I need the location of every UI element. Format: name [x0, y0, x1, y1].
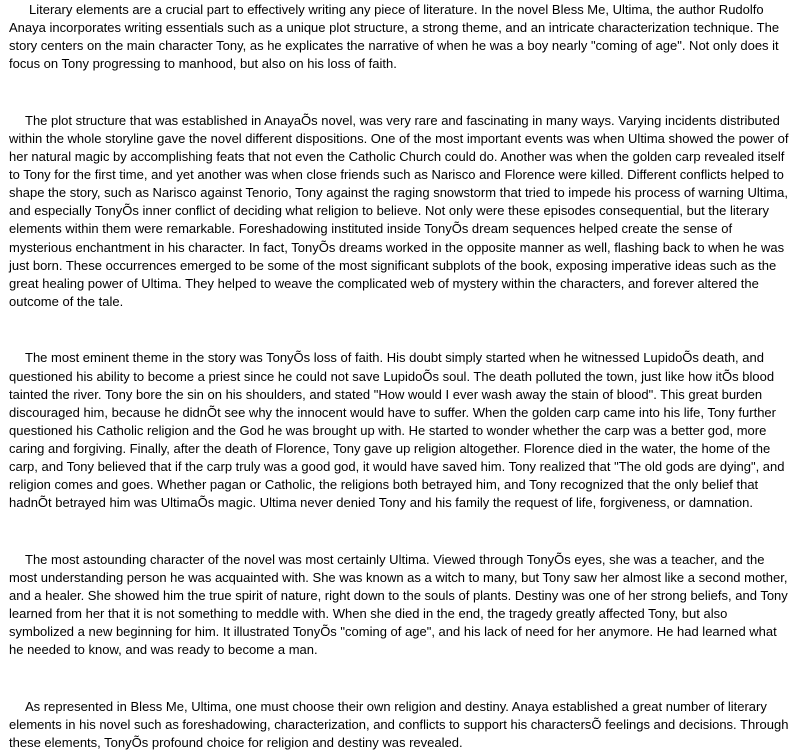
paragraph-theme: The most eminent theme in the story was TonyÕs loss of faith. His doubt simply started when he witnessed LupidoÕs death, and questioned his ability to become a priest since he could not save LupidoÕs soul. The death polluted the town, just like how itÕs blood tainted the river. Tony bore the sin on his shoulders, and stated "How would I ever wash away the stain of blood". This great burden discouraged him, because he didnÕt see why the innocent would have to suffer. When the golden carp came into his life, Tony further questioned his Catholic religion and the God he was brought up with. He started to wonder whether the carp was a better god, more caring and forgiving. Finally, after the death of Florence, Tony gave up religion altogether. Florence died in the water, the home of the carp, and Tony believed that if the carp truly was a good god, it would have saved him. Tony realized that "The old gods are dying", and religion comes and goes. Whether pagan or Catholic, the religions both betrayed him, and Tony recognized that the only belief that hadnÕt betrayed him was UltimaÕs magic. Ultima never denied Tony and his family the request of life, forgiveness, or damnation.	[9, 350, 785, 511]
essay-document	[9, 1, 793, 752]
paragraph-gap	[9, 659, 793, 698]
paragraph-gap	[9, 73, 793, 112]
paragraph-gap	[9, 512, 793, 551]
paragraph-conclusion: As represented in Bless Me, Ultima, one must choose their own religion and destiny. Anaya established a great number of literary elements in his novel such as foreshadowing, characterization, and conflicts to support his charactersÕ feelings and decisions. Through these elements, TonyÕs profound choice for religion and destiny was revealed.	[9, 698, 789, 750]
paragraph-gap	[9, 311, 793, 350]
paragraph-plot-structure: The plot structure that was established in AnayaÕs novel, was very rare and fascinating in many ways. Varying incidents distributed within the whole storyline gave the novel different dispositions. One of the most important events was when Ultima showed the power of her natural magic by accomplishing feats that not even the Catholic Church could do. Another was when the golden carp revealed itself to Tony for the first time, and yet another was when close friends such as Narisco and Florence were killed. Different conflicts helped to shape the story, such as Narisco against Tenorio, Tony against the raging snowstorm that tried to impede his process of warning Ultima, and especially TonyÕs inner conflict of deciding what religion to believe. Not only were these episodes consequential, but the literary elements within them were remarkable. Foreshadowing instituted inside TonyÕs dream sequences helped create the sense of mysterious enchantment in his character. In fact, TonyÕs dreams worked in the opposite manner as well, flashing back to when he was just born. These occurrences emerged to be some of the most significant subplots of the book, exposing imperative ideas such as the great healing power of Ultima. They helped to weave the complicated web of mystery within the characters, and forever altered the outcome of the tale.	[9, 112, 789, 309]
paragraph-introduction: Literary elements are a crucial part to effectively writing any piece of literature. In the novel Bless Me, Ultima, the author Rudolfo Anaya incorporates writing essentials such as a unique plot structure, a strong theme, and an intricate characterization technique. The story centers on the main character Tony, as he explicates the narrative of when he was a boy nearly "coming of age". Not only does it focus on Tony progressing to manhood, but also on his loss of faith.	[9, 2, 780, 72]
paragraph-character: The most astounding character of the novel was most certainly Ultima. Viewed through TonyÕs eyes, she was a teacher, and the most understanding person he was acquainted with. She was known as a witch to many, but Tony saw her almost like a second mother, and a healer. She showed him the true spirit of nature, right down to the souls of plants. Destiny was one of her strong beliefs, and Tony learned from her that it is not something to meddle with. When she died in the end, the tragedy greatly affected Tony, but also symbolized a new beginning for him. It illustrated TonyÕs "coming of age", and his lack of need for her anymore. He had learned what he needed to know, and was ready to become a man.	[9, 551, 788, 658]
